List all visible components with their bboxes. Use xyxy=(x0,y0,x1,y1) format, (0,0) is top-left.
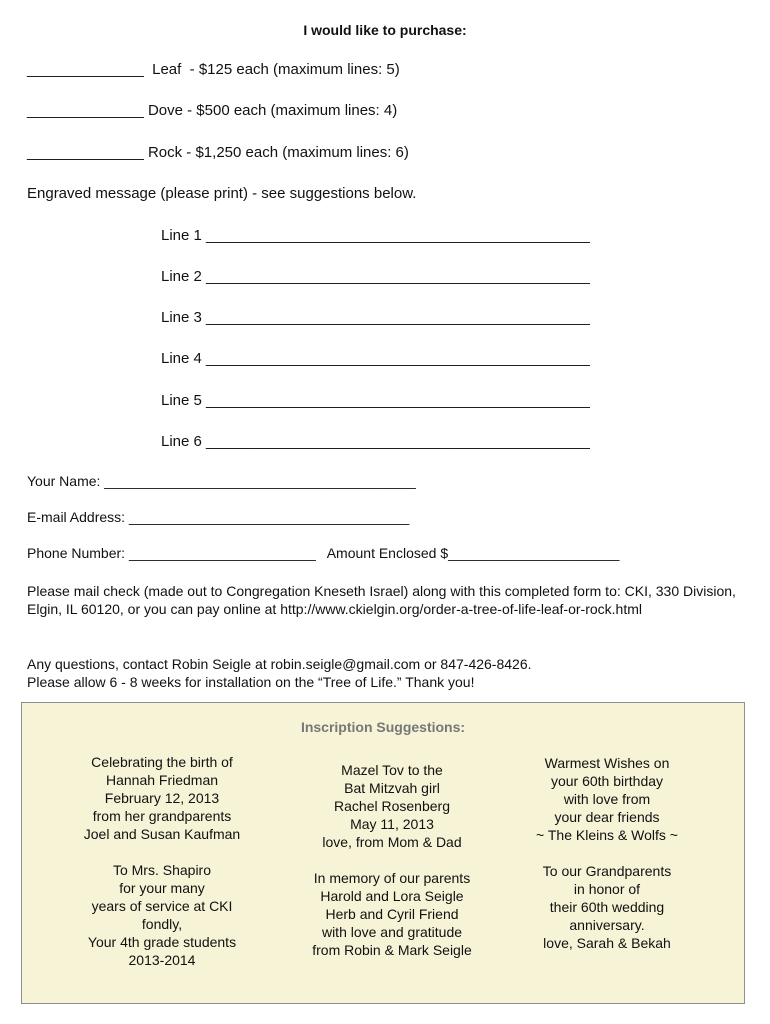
suggestion-line: your dear friends xyxy=(554,809,660,825)
suggestion-line: ~ The Kleins & Wolfs ~ xyxy=(536,827,678,843)
inscription-suggestions-box xyxy=(21,702,745,1004)
suggestions-title: Inscription Suggestions: xyxy=(300,719,466,735)
contact-line-2: Please allow 6 - 8 weeks for installation on the “Tree of Life.” Thank you! xyxy=(27,674,475,690)
suggestion-line: anniversary. xyxy=(569,917,645,933)
engraving-line-6[interactable]: Line 6 ______________________________________________ xyxy=(161,433,590,450)
suggestion-line: years of service at CKI xyxy=(91,898,233,914)
suggestion-line: Herb and Cyril Friend xyxy=(325,906,459,922)
suggestion-line: Mazel Tov to the xyxy=(341,762,443,778)
form-heading: I would like to purchase: xyxy=(303,22,467,38)
suggestion-line: Rachel Rosenberg xyxy=(334,798,450,814)
suggestion-line: Warmest Wishes on xyxy=(544,755,670,771)
mail-instructions: Please mail check (made out to Congregation Kneseth Israel) along with this completed form to: CKI, 330 Division, Elgin, IL 60120, or you can pay online at http://www.ckielgin.org/order-a-tree-of-life-leaf-or-rock.html xyxy=(27,583,736,617)
suggestion-column-3 xyxy=(492,754,722,952)
phone-amount-field[interactable]: Phone Number: ________________________ Amount Enclosed $______________________ xyxy=(27,545,620,561)
suggestion-line: from her grandparents xyxy=(92,808,232,824)
suggestion-line: Bat Mitzvah girl xyxy=(344,780,440,796)
suggestion-column-2 xyxy=(272,761,512,959)
suggestion-line: Harold and Lora Seigle xyxy=(320,888,464,904)
leaf-option[interactable]: ______________ Leaf - $125 each (maximum lines: 5) xyxy=(27,61,400,78)
suggestion-line: 2013-2014 xyxy=(128,952,196,968)
engraving-line-5[interactable]: Line 5 ______________________________________________ xyxy=(161,392,590,409)
suggestion-line: fondly, xyxy=(141,916,183,932)
engraving-line-3[interactable]: Line 3 ______________________________________________ xyxy=(161,309,590,326)
engraving-line-4[interactable]: Line 4 ______________________________________________ xyxy=(161,350,590,367)
suggestion-line: Your 4th grade students xyxy=(87,934,237,950)
suggestion-line: February 12, 2013 xyxy=(104,790,220,806)
suggestion-line: their 60th wedding xyxy=(549,899,665,915)
engraving-line-1[interactable]: Line 1 ______________________________________________ xyxy=(161,227,590,244)
email-field[interactable]: E-mail Address: ____________________________________ xyxy=(27,509,410,525)
engraved-message-label: Engraved message (please print) - see suggestions below. xyxy=(27,185,417,202)
suggestion-line: in honor of xyxy=(573,881,641,897)
suggestion-line: Hannah Friedman xyxy=(105,772,219,788)
suggestion-line: with love and gratitude xyxy=(321,924,463,940)
suggestion-line: In memory of our parents xyxy=(313,870,471,886)
suggestion-line: To our Grandparents xyxy=(542,863,672,879)
engraving-line-2[interactable]: Line 2 ______________________________________________ xyxy=(161,268,590,285)
suggestion-line: May 11, 2013 xyxy=(350,816,434,832)
suggestion-column-1 xyxy=(42,753,282,969)
suggestion-line: your 60th birthday xyxy=(550,773,664,789)
your-name-field[interactable]: Your Name: ________________________________________ xyxy=(27,473,416,489)
suggestion-line: To Mrs. Shapiro xyxy=(112,862,212,878)
suggestion-line: Celebrating the birth of xyxy=(91,754,233,770)
dove-option[interactable]: ______________ Dove - $500 each (maximum lines: 4) xyxy=(27,102,398,119)
suggestion-line: Joel and Susan Kaufman xyxy=(83,826,241,842)
suggestion-line: love, Sarah & Bekah xyxy=(543,935,671,951)
suggestion-line: with love from xyxy=(563,791,651,807)
contact-line-1: Any questions, contact Robin Seigle at robin.seigle@gmail.com or 847-426-8426. xyxy=(27,656,532,672)
suggestion-line: love, from Mom & Dad xyxy=(322,834,462,850)
rock-option[interactable]: ______________ Rock - $1,250 each (maximum lines: 6) xyxy=(27,144,409,161)
suggestion-line: for your many xyxy=(119,880,205,896)
suggestion-line: from Robin & Mark Seigle xyxy=(312,942,472,958)
